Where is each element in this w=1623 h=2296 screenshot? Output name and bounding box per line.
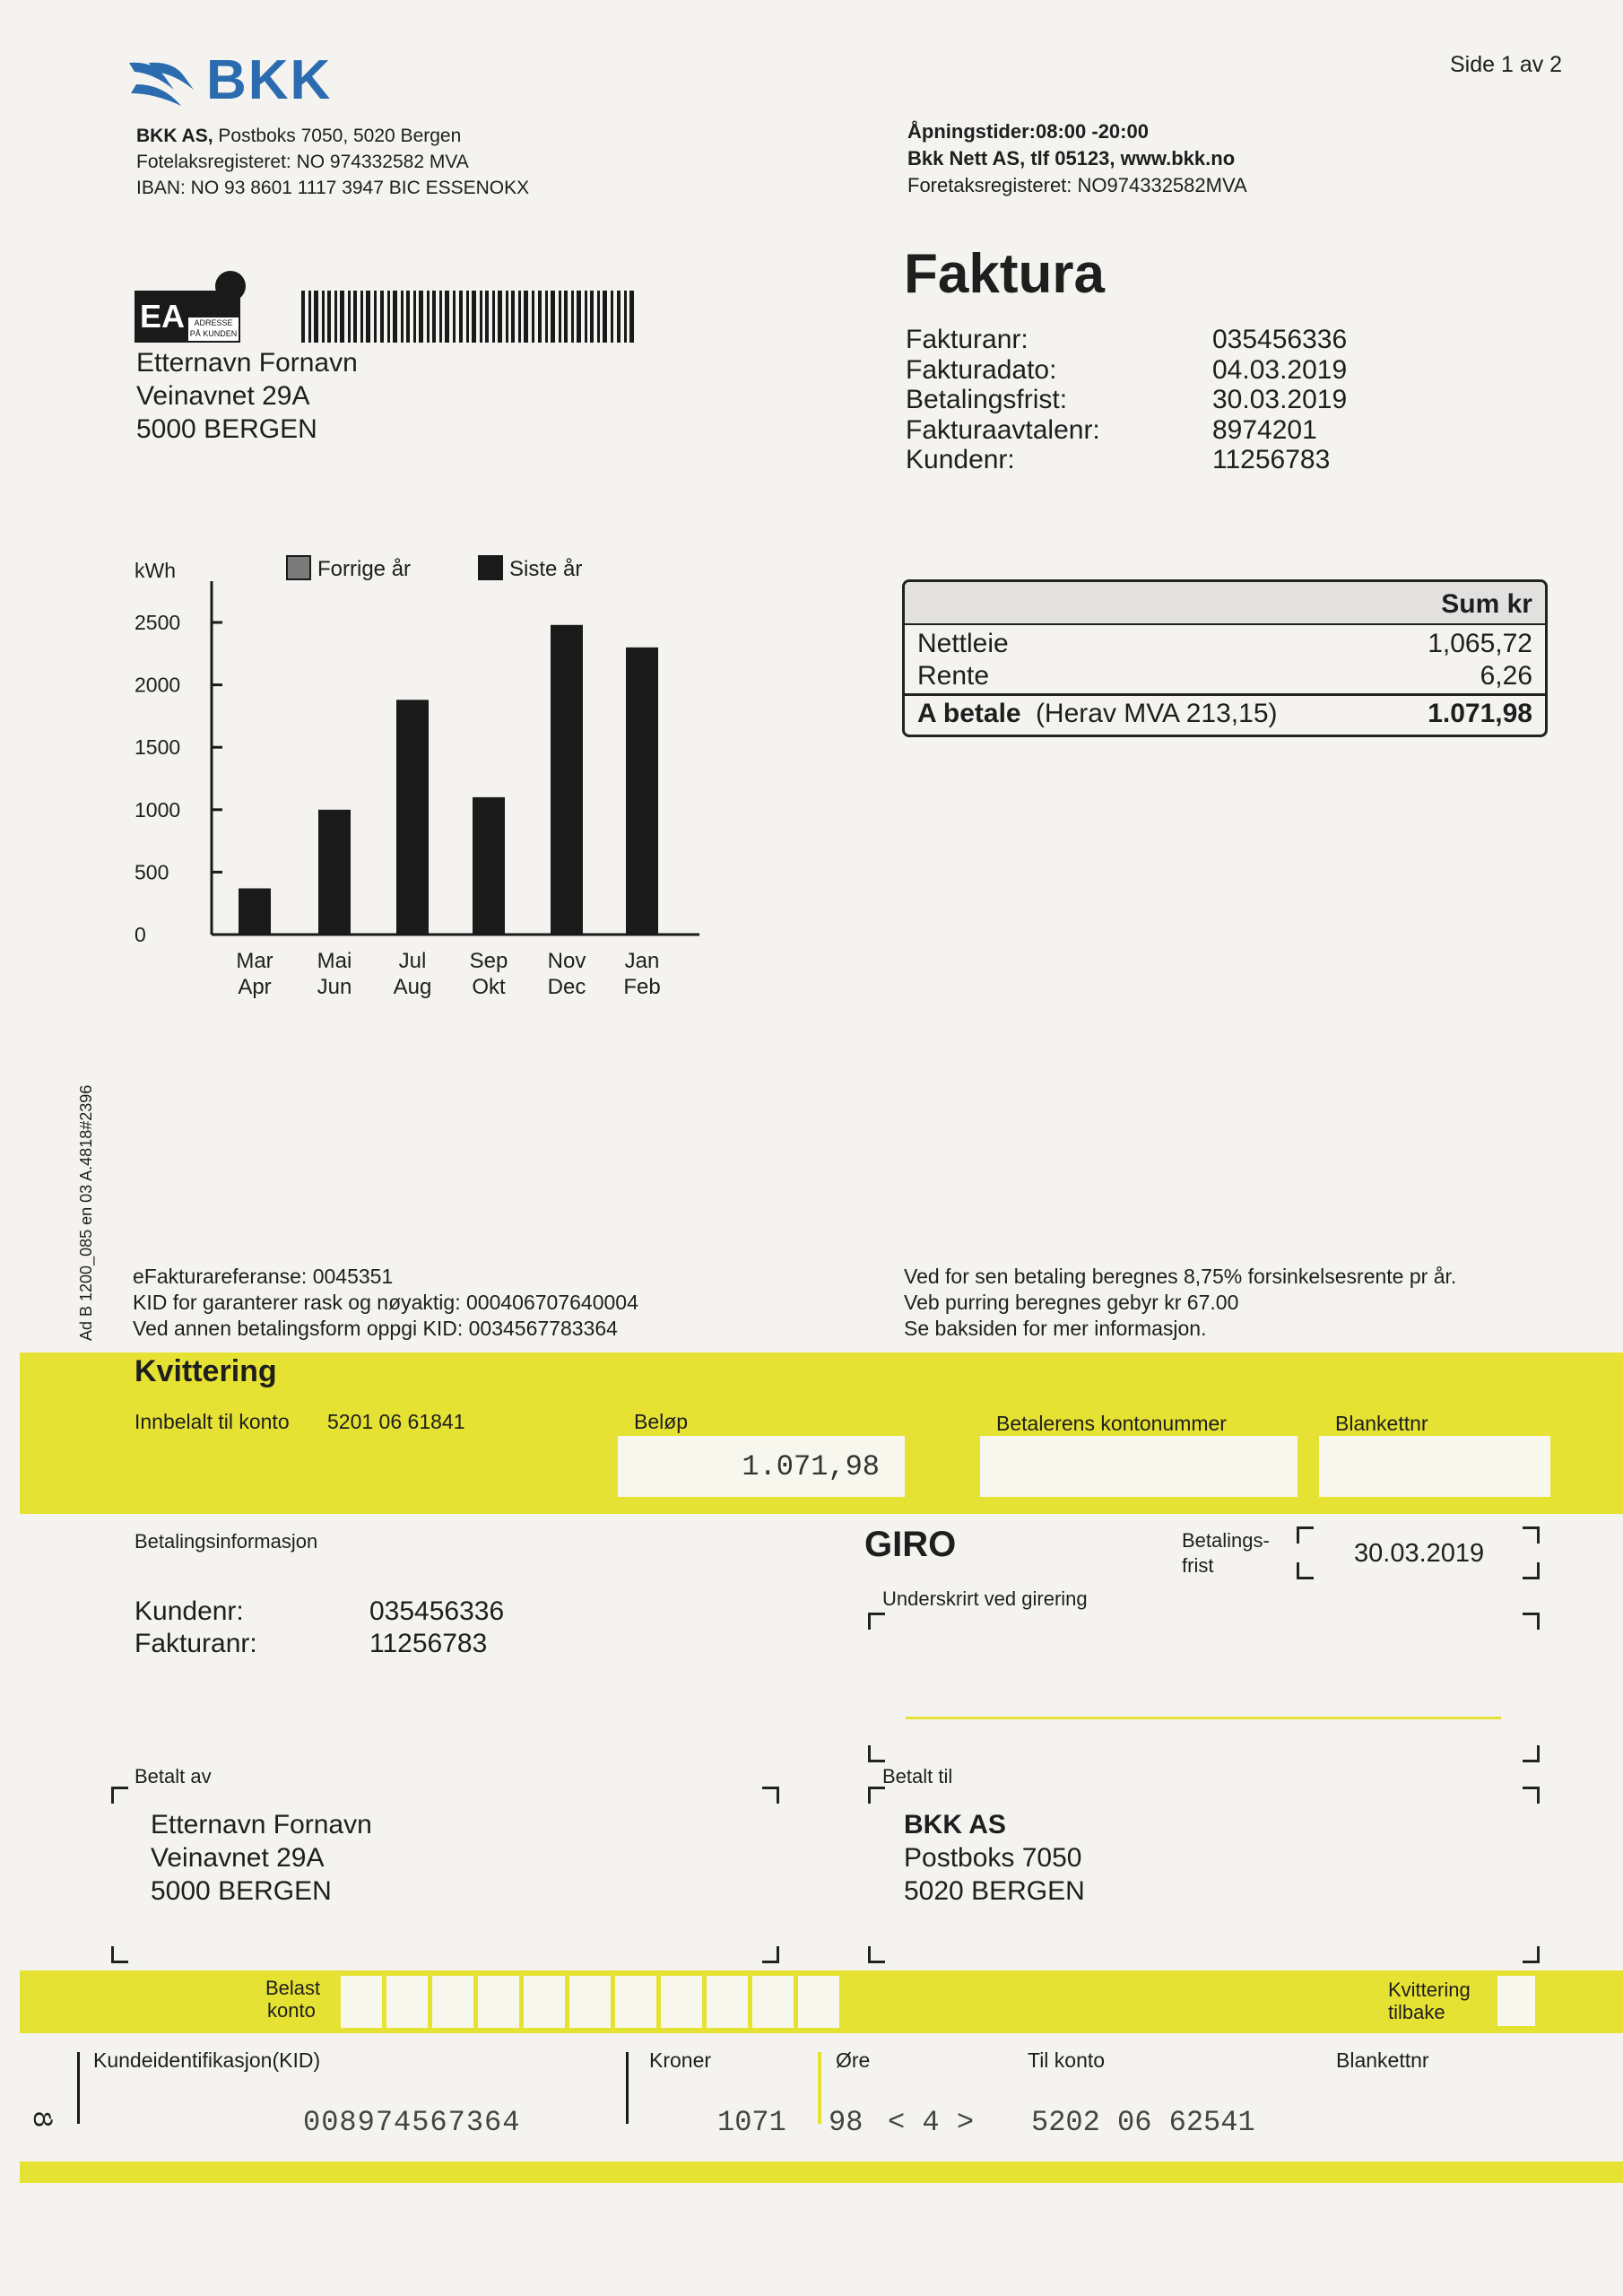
y-tick-label: 2500 xyxy=(135,611,181,634)
ore-value: 98 xyxy=(829,2106,864,2139)
chart-bar xyxy=(239,888,271,935)
debit-digit-box[interactable] xyxy=(478,1976,519,2028)
paid-to-account-value: 5201 06 61841 xyxy=(327,1410,465,1433)
deadline-label: Betalings- frist xyxy=(1182,1529,1270,1577)
late-payment-notices xyxy=(904,1264,1621,1342)
chart-bar xyxy=(473,797,505,935)
summary-row-nettleie: Nettleie 1,065,72 xyxy=(917,629,1532,658)
deadline-corner xyxy=(1523,1526,1540,1544)
chart-bar xyxy=(551,625,583,935)
recipient-street: Veinavnet 29A xyxy=(136,381,310,411)
fakturanr-value: 11256783 xyxy=(369,1629,488,1658)
other-payment-reference: Ved annen betalingsform oppgi KID: 0034567783364 xyxy=(133,1317,618,1340)
notice-interest: Ved for sen betaling beregnes 8,75% forsinkelsesrente pr år. xyxy=(904,1265,1457,1288)
receipt-blankett-label: Blankettnr xyxy=(1335,1412,1428,1435)
signature-corner xyxy=(868,1745,885,1762)
legend-swatch xyxy=(287,556,310,579)
debit-digit-box[interactable] xyxy=(707,1976,748,2028)
deadline-corner xyxy=(1523,1562,1540,1579)
deadline-corner xyxy=(1297,1562,1314,1579)
paid-to-account-label: Innbelalt til konto xyxy=(135,1410,290,1433)
invoice-field-row: Fakturadato: 04.03.2019 xyxy=(906,354,1348,385)
amount-label: Beløp xyxy=(634,1410,689,1433)
contact-register: Foretaksregisteret: NO974332582MVA xyxy=(907,174,1247,196)
invoice-title: Faktura xyxy=(904,243,1105,305)
logo-text: BKK xyxy=(206,49,333,111)
bkk-logo xyxy=(127,49,387,111)
paid-by-corner xyxy=(762,1787,779,1804)
recipient-name: Etternavn Fornavn xyxy=(136,348,358,378)
legend-label: Forrige år xyxy=(317,557,412,581)
stamp-label: ADRESSE PÅ KUNDEN xyxy=(188,317,239,341)
debit-digit-box[interactable] xyxy=(524,1976,565,2028)
bottom-band xyxy=(20,2161,1623,2183)
paid-by-city: 5000 BERGEN xyxy=(151,1876,332,1906)
bkk-wave-icon xyxy=(127,57,208,108)
legend-swatch xyxy=(479,556,502,579)
receipt-return-label: Kvittering tilbake xyxy=(1388,1979,1471,2023)
receipt-blankett-field[interactable] xyxy=(1319,1436,1550,1497)
stamp-code: EA xyxy=(140,298,186,335)
barcode xyxy=(301,291,637,343)
debit-digit-box[interactable] xyxy=(798,1976,839,2028)
invoice-field-row: Fakturanr: 035456336 xyxy=(906,325,1348,354)
til-konto-label: Til konto xyxy=(1028,2048,1106,2072)
kroner-label: Kroner xyxy=(649,2048,712,2072)
sender-register: Fotelaksregisteret: NO 974332582 MVA xyxy=(136,152,469,172)
paid-to-address xyxy=(904,1808,1352,1908)
paid-by-corner xyxy=(111,1946,128,1963)
paid-to-name: BKK AS xyxy=(904,1810,1006,1839)
invoice-field-row: Betalingsfrist: 30.03.2019 xyxy=(906,385,1348,414)
kid-divider xyxy=(77,2052,80,2124)
debit-digit-box[interactable] xyxy=(386,1976,428,2028)
debit-digit-box[interactable] xyxy=(661,1976,702,2028)
x-tick-label: Aug xyxy=(393,975,432,999)
summary-total-row xyxy=(917,699,1532,729)
paid-to-corner xyxy=(1523,1787,1540,1804)
x-tick-label: Feb xyxy=(623,975,661,999)
deadline-corner xyxy=(1297,1526,1314,1544)
debit-digit-box[interactable] xyxy=(569,1976,611,2028)
contact-line: Bkk Nett AS, tlf 05123, www.bkk.no xyxy=(907,147,1236,170)
debit-digit-box[interactable] xyxy=(752,1976,794,2028)
deadline-value: 30.03.2019 xyxy=(1354,1539,1485,1568)
chart-bar xyxy=(396,700,429,935)
check-digit: < 4 > xyxy=(888,2106,975,2139)
payment-references xyxy=(133,1264,850,1342)
kundenr-label: Kundenr: xyxy=(135,1596,244,1626)
ore-label: Øre xyxy=(836,2048,871,2072)
total-label: A betale xyxy=(917,699,1021,728)
payer-account-field[interactable] xyxy=(980,1436,1298,1497)
paid-to-city: 5020 BERGEN xyxy=(904,1876,1085,1906)
receipt-title: Kvittering xyxy=(135,1354,277,1388)
sender-iban: IBAN: NO 93 8601 1117 3947 BIC ESSENOKX xyxy=(136,178,530,198)
opening-hours: Åpningstider:08:00 -20:00 xyxy=(907,120,1149,143)
x-tick-label: Jun xyxy=(317,975,352,999)
bottom-blankett-label: Blankettnr xyxy=(1336,2048,1429,2072)
giro-title: GIRO xyxy=(864,1525,957,1564)
recipient-city: 5000 BERGEN xyxy=(136,414,317,444)
x-tick-label: Jul xyxy=(398,949,427,973)
invoice-fields xyxy=(906,325,1462,475)
recipient-address xyxy=(136,346,585,446)
contact-block xyxy=(907,118,1445,199)
kroner-value: 1071 xyxy=(717,2106,786,2139)
debit-account-label: Belast konto xyxy=(265,1977,321,2022)
total-value: 1.071,98 xyxy=(1428,699,1532,728)
paid-to-corner xyxy=(1523,1946,1540,1963)
summary-box xyxy=(902,579,1548,737)
x-tick-label: Dec xyxy=(547,975,586,999)
x-tick-label: Nov xyxy=(547,949,586,973)
notice-backside: Se baksiden for mer informasjon. xyxy=(904,1317,1207,1340)
amount-field[interactable] xyxy=(618,1436,905,1497)
amount-value: 1.071,98 xyxy=(742,1450,880,1483)
invoice-field-row: Kundenr: 11256783 xyxy=(906,445,1331,474)
kundenr-value: 035456336 xyxy=(369,1596,505,1626)
invoice-field-row: Fakturaavtalenr: 8974201 xyxy=(906,414,1317,445)
side-code: Ad B 1200_085 en 03 A.4818#2396 xyxy=(77,1084,95,1341)
sender-name: BKK AS, xyxy=(136,126,213,146)
signature-label: Underskrirt ved girering xyxy=(882,1587,1088,1610)
y-axis-label: kWh xyxy=(135,559,176,582)
paid-to-corner xyxy=(868,1787,885,1804)
debit-digit-box[interactable] xyxy=(615,1976,656,2028)
signature-corner xyxy=(1523,1745,1540,1762)
notice-fee: Veb purring beregnes gebyr kr 67.00 xyxy=(904,1291,1239,1314)
debit-digit-box[interactable] xyxy=(341,1976,382,2028)
legend-label: Siste år xyxy=(509,557,583,581)
debit-digit-box[interactable] xyxy=(432,1976,473,2028)
consumption-chart xyxy=(126,547,717,1013)
stamp-seal-icon xyxy=(215,271,246,301)
paid-by-corner xyxy=(111,1787,128,1804)
x-tick-label: Mai xyxy=(317,949,352,973)
paid-by-address xyxy=(151,1808,599,1908)
sender-address: Postboks 7050, 5020 Bergen xyxy=(218,126,462,146)
paid-by-label: Betalt av xyxy=(135,1765,212,1787)
chart-bar xyxy=(626,648,658,935)
sender-block xyxy=(136,123,638,201)
signature-corner xyxy=(1523,1613,1540,1630)
debit-account-boxes[interactable] xyxy=(341,1976,844,2032)
til-konto-value: 5202 06 62541 xyxy=(1031,2106,1255,2139)
y-tick-label: 2000 xyxy=(135,673,181,697)
address-stamp xyxy=(135,271,246,344)
y-tick-label: 1500 xyxy=(135,735,181,760)
signature-line[interactable] xyxy=(906,1717,1501,1719)
y-tick-label: 0 xyxy=(135,923,146,946)
y-tick-label: 1000 xyxy=(135,797,181,822)
payer-account-label: Betalerens kontonummer xyxy=(996,1412,1227,1435)
ore-divider xyxy=(818,2052,821,2124)
summary-header: Sum kr xyxy=(1441,589,1532,619)
x-tick-label: Okt xyxy=(472,975,506,999)
kroner-divider xyxy=(626,2052,629,2124)
marker-glyph: Ȣ xyxy=(28,2110,58,2128)
total-vat-note: (Herav MVA 213,15) xyxy=(1035,699,1278,728)
y-tick-label: 500 xyxy=(135,860,169,884)
paid-by-corner xyxy=(762,1946,779,1963)
x-tick-label: Mar xyxy=(236,949,273,973)
x-tick-label: Apr xyxy=(238,975,272,999)
chart-bar xyxy=(318,810,351,935)
kid-reference: KID for garanterer rask og nøyaktig: 000406707640004 xyxy=(133,1291,638,1314)
summary-row-rente: Rente 6,26 xyxy=(917,661,1532,691)
signature-corner xyxy=(868,1613,885,1630)
efaktura-reference: eFakturareferanse: 0045351 xyxy=(133,1265,394,1288)
paid-to-corner xyxy=(868,1946,885,1963)
kid-label: Kundeidentifikasjon(KID) xyxy=(93,2048,321,2072)
paid-to-street: Postboks 7050 xyxy=(904,1843,1082,1873)
kid-value: 008974567364 xyxy=(303,2106,521,2139)
payment-info-label: Betalingsinformasjon xyxy=(135,1530,318,1552)
x-tick-label: Sep xyxy=(469,949,508,973)
payment-info xyxy=(135,1596,583,1660)
x-tick-label: Jan xyxy=(624,949,660,973)
receipt-return-checkbox[interactable] xyxy=(1497,1976,1535,2026)
paid-by-name: Etternavn Fornavn xyxy=(151,1810,372,1839)
paid-to-label: Betalt til xyxy=(882,1765,953,1787)
paid-by-street: Veinavnet 29A xyxy=(151,1843,325,1873)
fakturanr-label: Fakturanr: xyxy=(135,1629,257,1658)
page-label: Side 1 av 2 xyxy=(1450,52,1563,77)
